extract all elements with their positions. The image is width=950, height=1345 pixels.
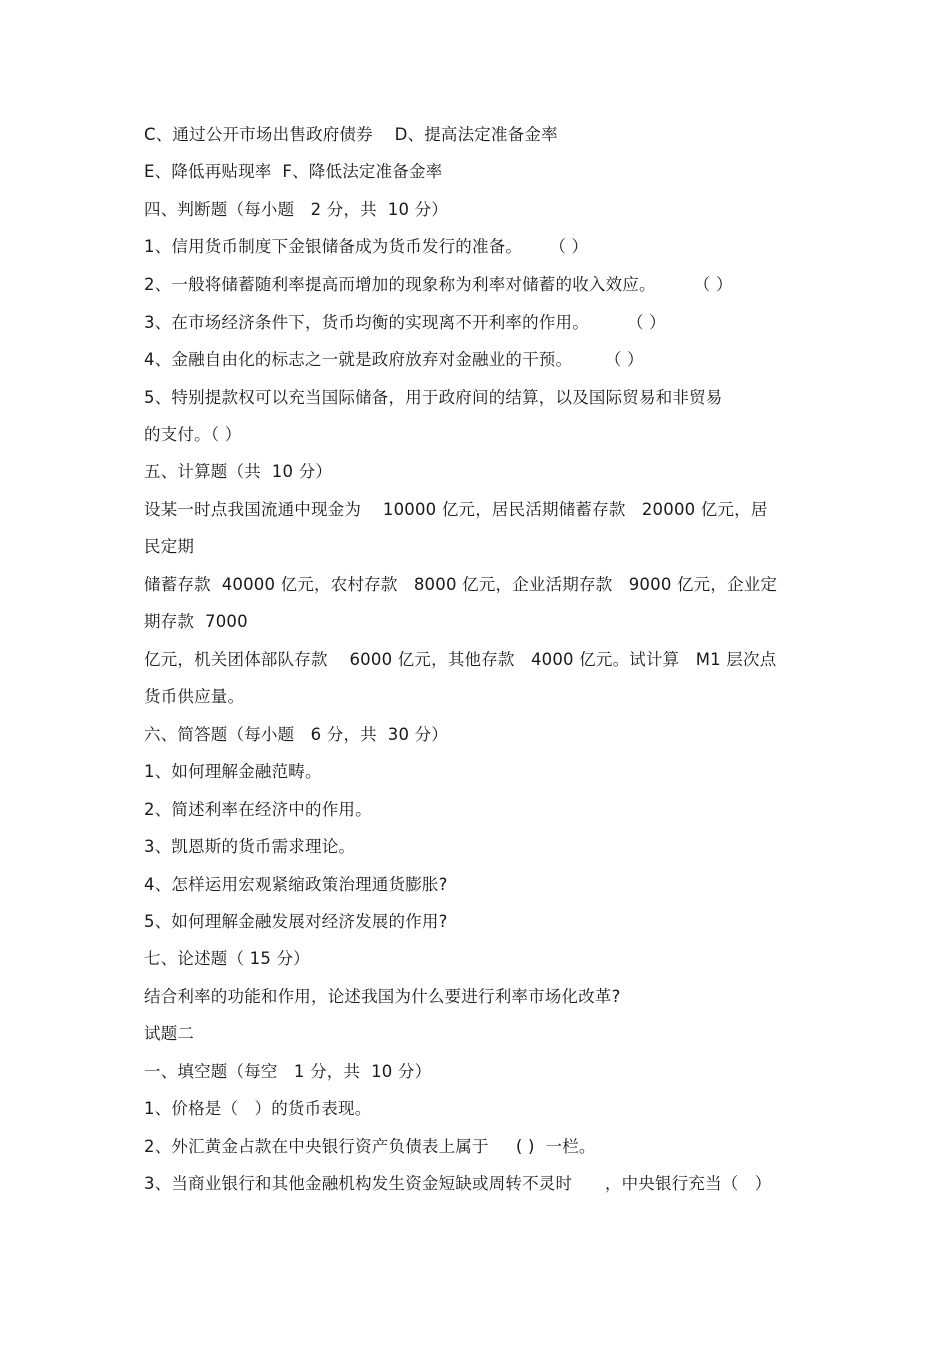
question-line: 2、简述利率在经济中的作用。 xyxy=(144,800,372,819)
paragraph-line: 储蓄存款 40000 亿元，农村存款 8000 亿元，企业活期存款 9000 亿元，企业定 xyxy=(144,575,778,594)
question-line: 3、凯恩斯的货币需求理论。 xyxy=(144,837,356,856)
question-line: 3、在市场经济条件下，货币均衡的实现离不开利率的作用。 （ ） xyxy=(144,313,666,332)
question-line: 2、外汇黄金占款在中央银行资产负债表上属于 ( ) 一栏。 xyxy=(144,1137,596,1156)
section-heading-fill-blank: 一、填空题（每空 1 分，共 10 分） xyxy=(144,1062,432,1081)
question-line: 结合利率的功能和作用，论述我国为什么要进行利率市场化改革? xyxy=(144,987,621,1006)
paragraph-line: 亿元，机关团体部队存款 6000 亿元，其他存款 4000 亿元。试计算 M1 层次点 xyxy=(144,650,777,669)
section-heading-short-answer: 六、简答题（每小题 6 分，共 30 分） xyxy=(144,725,449,744)
question-line: 5、特别提款权可以充当国际储备，用于政府间的结算，以及国际贸易和非贸易 xyxy=(144,388,723,407)
section-heading-true-false: 四、判断题（每小题 2 分，共 10 分） xyxy=(144,200,449,219)
question-line: 1、如何理解金融范畴。 xyxy=(144,762,322,781)
paragraph-line: 期存款 7000 xyxy=(144,612,248,631)
option-line-ef: E、降低再贴现率 F、降低法定准备金率 xyxy=(144,162,443,181)
question-line: 1、价格是（ ）的货币表现。 xyxy=(144,1099,372,1118)
question-line: 5、如何理解金融发展对经济发展的作用? xyxy=(144,912,448,931)
question-line: 4、怎样运用宏观紧缩政策治理通货膨胀? xyxy=(144,875,448,894)
paragraph-line: 民定期 xyxy=(144,537,195,556)
option-line-cd: C、通过公开市场出售政府债券 D、提高法定准备金率 xyxy=(144,125,558,144)
question-line: 4、金融自由化的标志之一就是政府放弃对金融业的干预。 （ ） xyxy=(144,350,644,369)
question-line: 3、当商业银行和其他金融机构发生资金短缺或周转不灵时 ，中央银行充当（ ） xyxy=(144,1174,772,1193)
question-line: 2、一般将储蓄随利率提高而增加的现象称为利率对储蓄的收入效应。 （ ） xyxy=(144,275,733,294)
question-line-continued: 的支付。（ ） xyxy=(144,425,242,444)
paragraph-line: 货币供应量。 xyxy=(144,687,245,706)
paragraph-line: 设某一时点我国流通中现金为 10000 亿元，居民活期储蓄存款 20000 亿元，居 xyxy=(144,500,768,519)
section-heading-essay: 七、论述题（ 15 分） xyxy=(144,949,310,968)
section-heading-calculation: 五、计算题（共 10 分） xyxy=(144,462,333,481)
question-line: 1、信用货币制度下金银储备成为货币发行的准备。 （ ） xyxy=(144,237,589,256)
exam-title: 试题二 xyxy=(144,1024,195,1043)
